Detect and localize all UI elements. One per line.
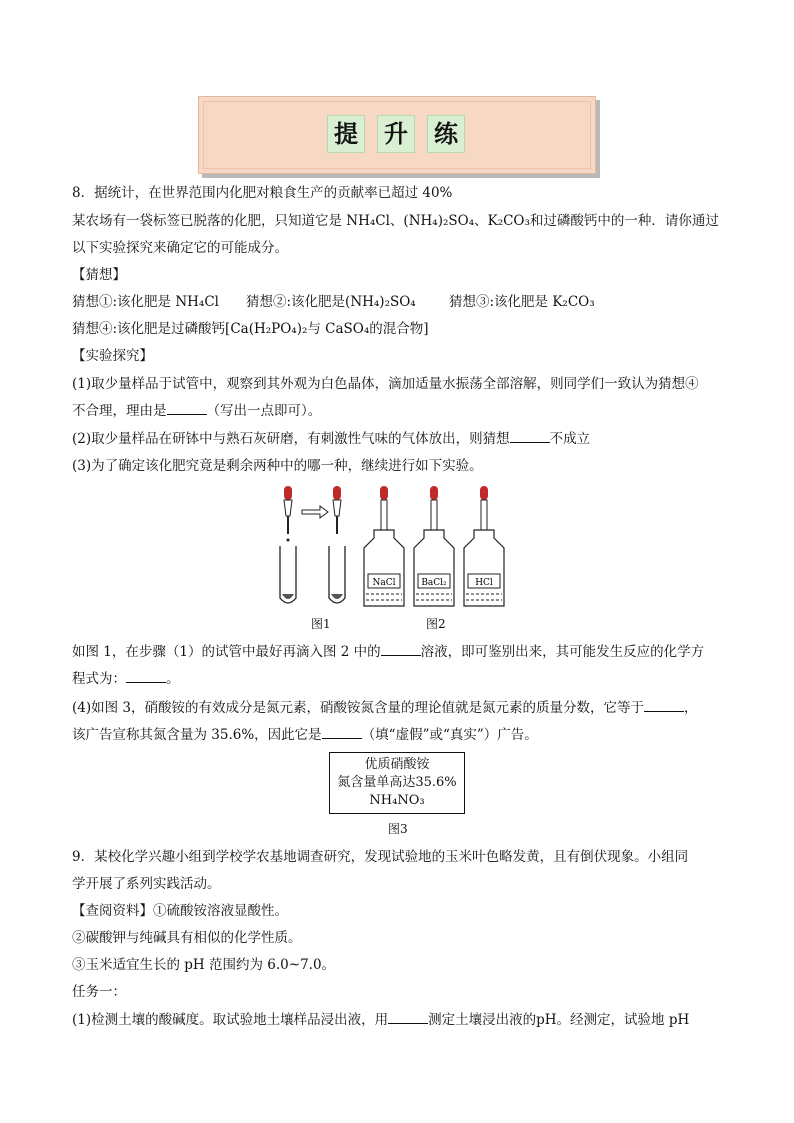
answer-blank-1[interactable] [167,402,207,415]
banner-char-3: 练 [427,115,465,153]
dropper-neck-2 [333,500,341,516]
guess-heading: 【猜想】 [72,267,126,283]
banner-char-2: 升 [377,115,415,153]
dropper-bulb-1 [284,486,292,500]
dropper-neck-1 [284,500,292,516]
figure-1-caption: 图1 [311,617,331,631]
banner-char-1: 提 [327,115,365,153]
task-heading: 任务一： [72,984,126,1000]
arrow-icon [302,506,328,518]
part-1-text-b: （写出一点即可）。 [206,403,322,419]
guess-2: 猜想②:该化肥是(NH₄)₂SO₄ [246,294,416,310]
part-1-text-a: 不合理，理由是 [72,403,167,419]
ad-line-3: NH₄NO₃ [369,793,425,808]
figure-1-test-tubes [270,482,360,612]
part-1-line-2 [72,402,321,420]
ad-line-1: 优质硝酸铵 [364,757,430,772]
guess-1: 猜想①:该化肥是 NH₄Cl [72,294,219,310]
figure-2-caption: 图2 [426,617,446,631]
task-1-text-a: (1)检测土壤的酸碱度。取试验地土壤样品浸出液，用 [72,1012,389,1028]
label-hcl: HCl [475,578,493,588]
q8-intro-2: 以下实验探究来确定它的可能成分。 [72,240,288,256]
drop-1 [287,539,290,542]
q8-stem: 8．据统计，在世界范围内化肥对粮食生产的贡献率已超过 40% [72,185,453,201]
answer-blank-5[interactable] [644,699,684,712]
label-nacl: NaCl [372,578,396,588]
q9-stem-1: 9．某校化学兴趣小组到学校学农基地调查研究，发现试验地的玉米叶色略发黄，且有倒伏现象。小组同 [72,849,689,865]
figure-question-text-b: 溶液，即可鉴别出来，其可能发生反应的化学方 [420,644,705,660]
sample-1 [282,594,294,599]
part-4-line-1 [72,699,698,717]
ad-line-2: 氮含量单高达35.6% [337,775,457,790]
guess-3: 猜想③:该化肥是 K₂CO₃ [449,294,595,310]
part-4-line-2 [72,726,538,744]
part-2-line [72,430,590,448]
label-bacl2: BaCl₂ [421,578,447,588]
explore-heading: 【实验探究】 [72,348,153,364]
part-3-line: (3)为了确定该化肥究竟是剩余两种中的哪一种，继续进行如下实验。 [72,458,483,474]
answer-blank-7[interactable] [388,1011,428,1024]
part-1-line-1: (1)取少量样品于试管中，观察到其外观为白色晶体，滴加适量水振荡全部溶解，则同学们一致认为猜想④ [72,376,699,392]
part-4-text-c: 该广告宣称其氮含量为 35.6%，因此它是 [72,727,322,743]
guess-4: 猜想④:该化肥是过磷酸钙[Ca(H₂PO₄)₂与 CaSO₄的混合物] [72,321,429,337]
section-banner [198,96,596,174]
part-4-text-d: （填“虚假”或“真实”）广告。 [361,727,538,743]
task-1-line [72,1011,689,1029]
reference-3: ③玉米适宜生长的 pH 范围约为 6.0~7.0。 [72,957,336,973]
part-4-text-b: ， [684,700,698,716]
part-2-text-b: 不成立 [549,431,591,447]
sample-2 [331,594,343,599]
equation-text-b: 。 [166,671,180,687]
reference-2: ②碳酸钾与纯碱具有相似的化学性质。 [72,930,302,946]
bottle-hcl [464,486,504,606]
answer-blank-3[interactable] [381,643,421,656]
figure-question [72,643,704,661]
q9-stem-2: 学开展了系列实践活动。 [72,876,221,892]
answer-blank-2[interactable] [510,430,550,443]
q8-intro-1: 某农场有一袋标签已脱落的化肥，只知道它是 NH₄Cl、(NH₄)₂SO₄、K₂CO₃和过磷酸钙中的一种．请你通过 [72,213,719,229]
figure-question-text-a: 如图 1，在步骤（1）的试管中最好再滴入图 2 中的 [72,644,381,660]
advertisement-box [329,752,465,814]
answer-blank-4[interactable] [126,670,166,683]
figure-2-bottles [360,482,510,612]
equation-text-a: 程式为： [72,671,126,687]
reference-1: 【查阅资料】①硫酸铵溶液显酸性。 [72,903,288,919]
part-4-text-a: (4)如图 3，硝酸铵的有效成分是氮元素，硝酸铵氮含量的理论值就是氮元素的质量分数，它等于 [72,700,645,716]
bottle-nacl [364,486,404,606]
task-1-text-b: 测定土壤浸出液的pH。经测定，试验地 pH [428,1012,690,1028]
figure-3-caption: 图3 [388,822,408,836]
bottle-bacl2 [414,486,454,606]
dropper-bulb-2 [333,486,341,500]
part-2-text-a: (2)取少量样品在研钵中与熟石灰研磨，有刺激性气味的气体放出，则猜想 [72,431,510,447]
answer-blank-6[interactable] [322,726,362,739]
equation-line [72,670,180,688]
